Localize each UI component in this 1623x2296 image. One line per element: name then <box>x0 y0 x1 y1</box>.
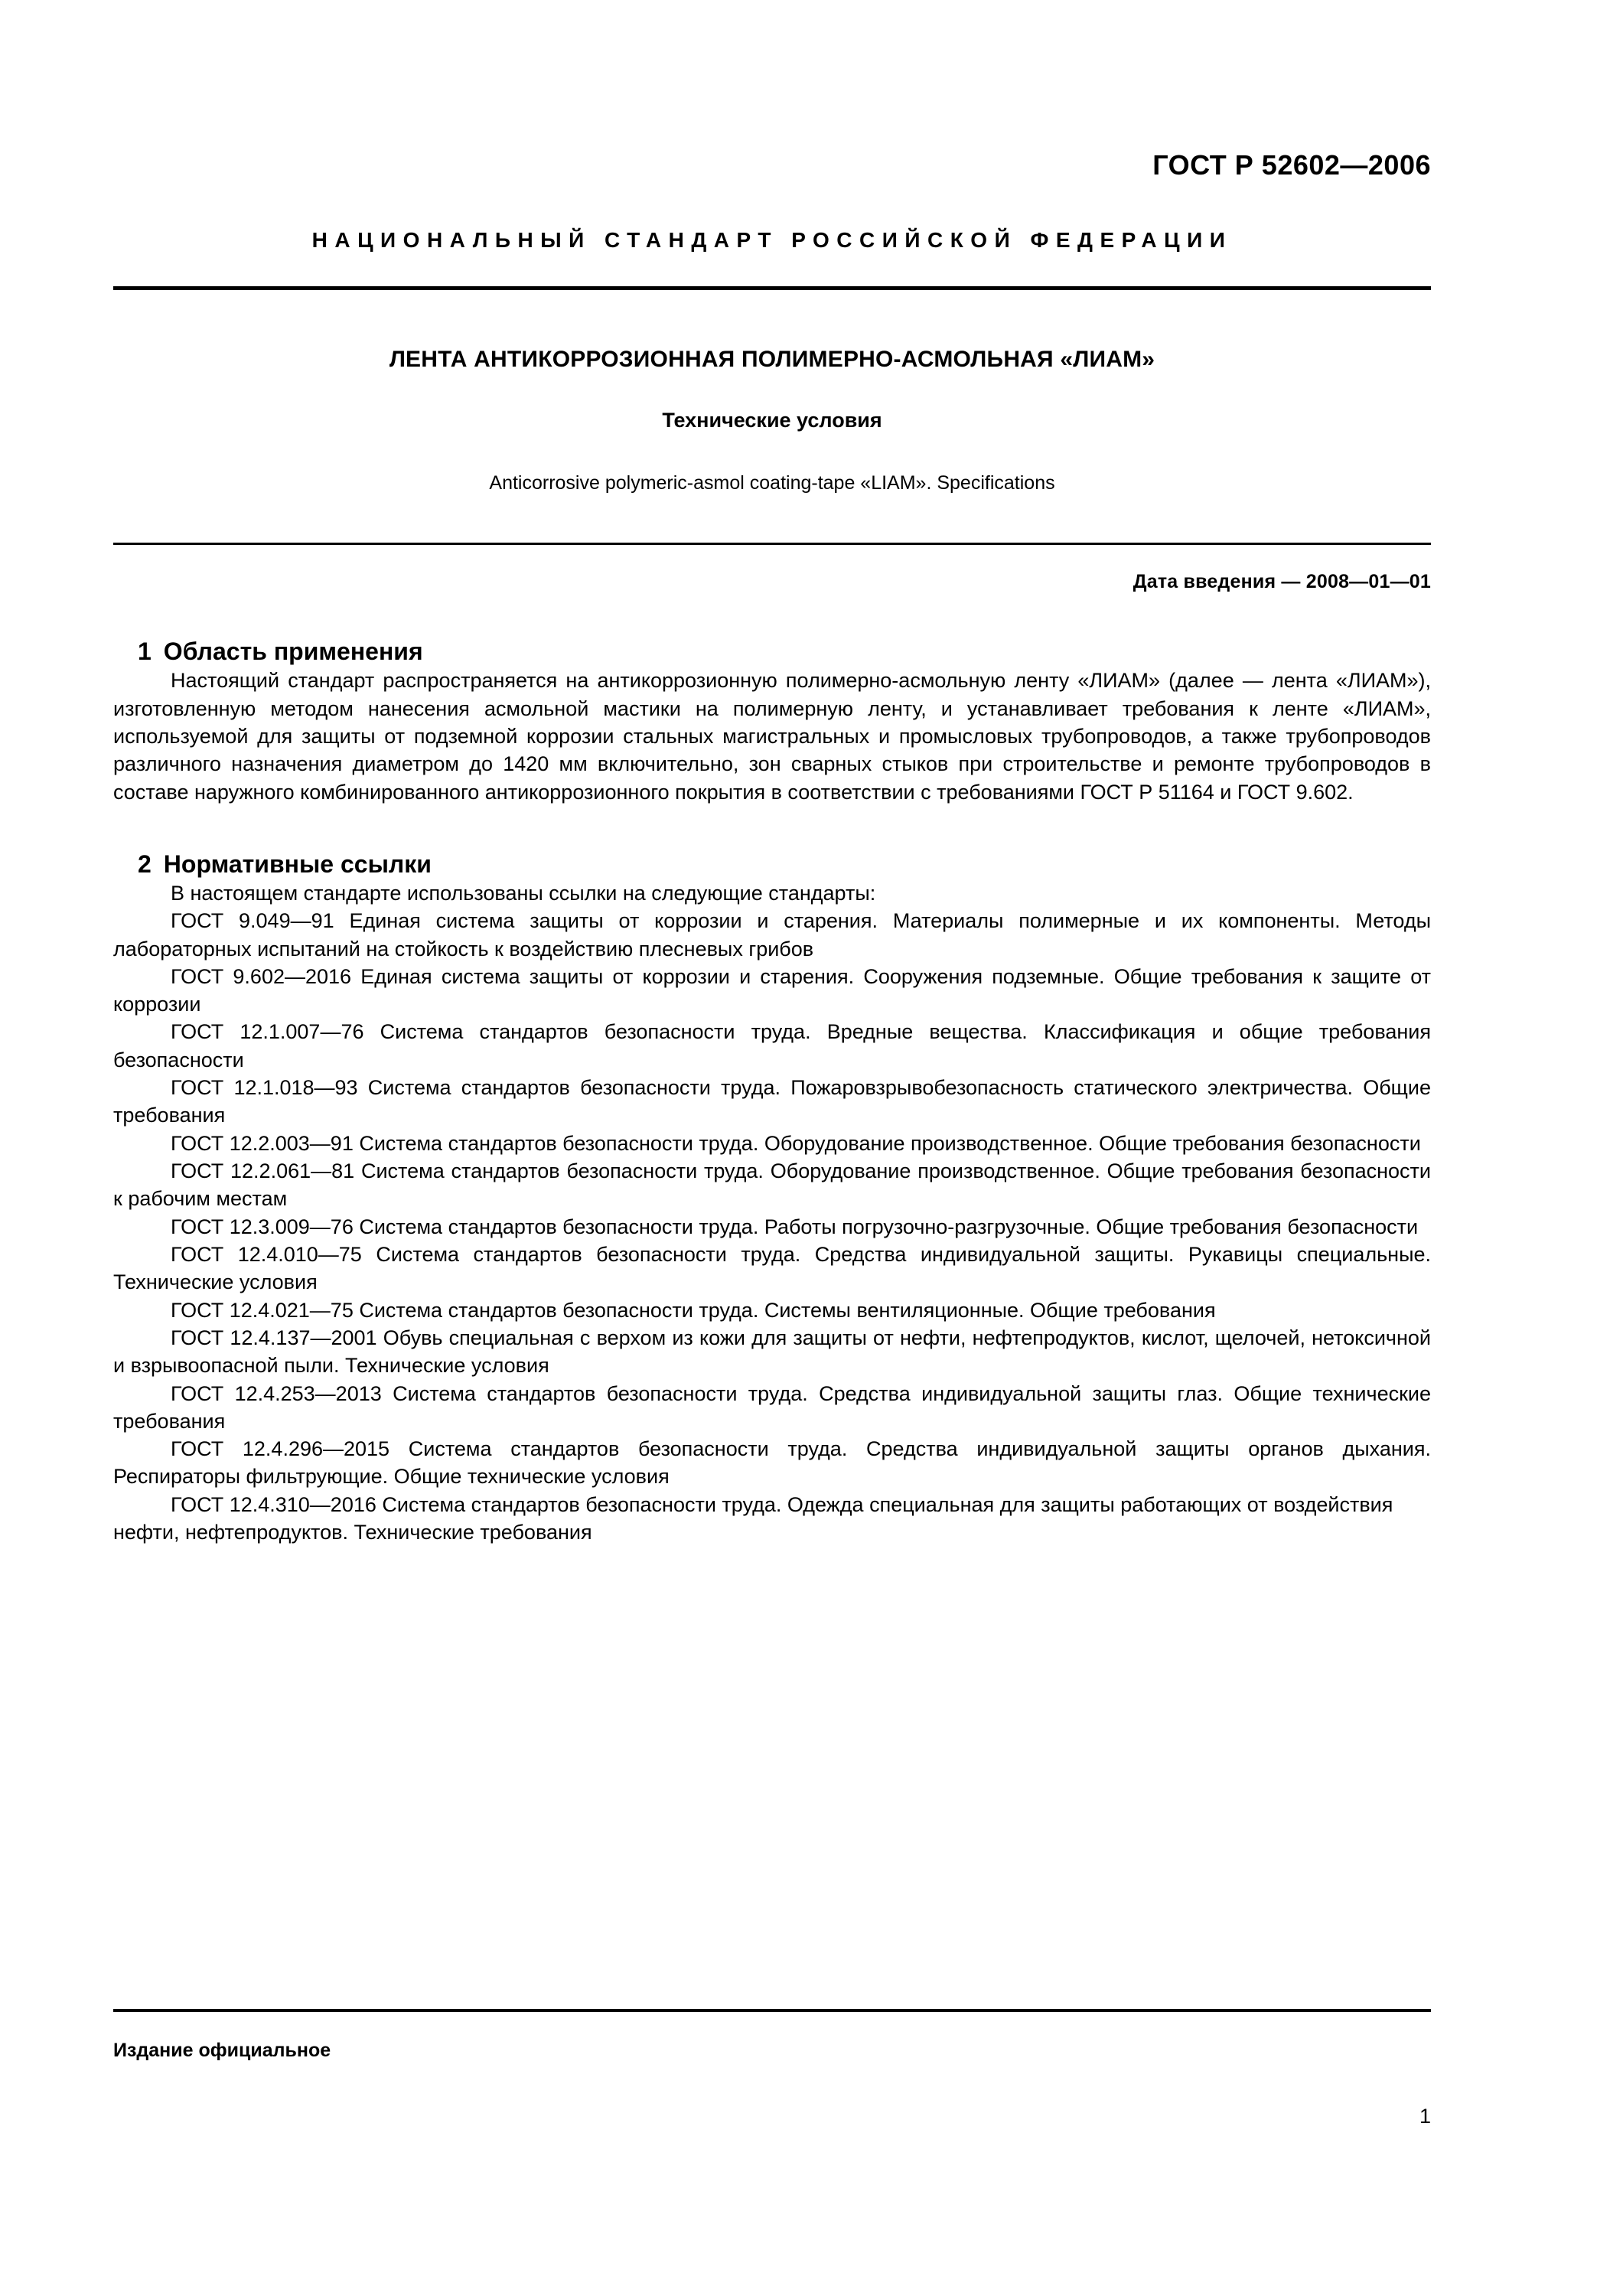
reference-item: ГОСТ 9.602—2016 Единая система защиты от коррозии и старения. Сооружения подземные. Общие требования к защите от коррозии <box>113 964 1431 1016</box>
section-1-heading <box>138 636 1431 667</box>
document-title-subtitle: Технические условия <box>662 409 882 432</box>
reference-item: ГОСТ 12.1.007—76 Система стандартов безопасности труда. Вредные вещества. Классификация и общие требования безопасности <box>113 1020 1431 1071</box>
national-standard-line: НАЦИОНАЛЬНЫЙ СТАНДАРТ РОССИЙСКОЙ ФЕДЕРАЦИИ <box>311 227 1233 252</box>
section-2-number: 2 <box>138 850 152 878</box>
title-block <box>113 345 1431 496</box>
official-edition-note: Издание официальное <box>113 2040 331 2061</box>
reference-item: ГОСТ 12.4.296—2015 Система стандартов безопасности труда. Средства индивидуальной защиты органов дыхания. Респираторы фильтрующие. Общие технические условия <box>113 1437 1431 1489</box>
document-title-main: ЛЕНТА АНТИКОРРОЗИОННАЯ ПОЛИМЕРНО-АСМОЛЬНАЯ «ЛИАМ» <box>389 346 1155 372</box>
section-2-title: Нормативные ссылки <box>163 850 432 878</box>
title-divider-rule <box>113 543 1431 545</box>
section-1-body: Настоящий стандарт распространяется на антикоррозионную полимерно-асмольную ленту «ЛИАМ» (далее — лента «ЛИАМ»), изготовленную методом нанесения асмольной мастики на полимерную ленту, и устанавливает требования к ленте «ЛИАМ», используемой для защиты от подземной коррозии стальных магистральных и промысловых трубопроводов, а также трубопроводов различного назначения диаметром до 1420 мм включительно, зон сварных стыков при строительстве и ремонте трубопроводов в составе наружного комбинированного антикоррозионного покрытия в соответствии с требованиями ГОСТ Р 51164 и ГОСТ 9.602. <box>113 669 1431 804</box>
section-2-intro: В настоящем стандарте использованы ссылки на следующие стандарты: <box>171 881 876 905</box>
section-1-title: Область применения <box>163 638 423 666</box>
document-code: ГОСТ Р 52602—2006 <box>1152 149 1431 181</box>
section-1-number: 1 <box>138 638 152 666</box>
document-title-english: Anticorrosive polymeric-asmol coating-tape «LIAM». Specifications <box>489 471 1055 494</box>
reference-item: ГОСТ 12.4.137—2001 Обувь специальная с верхом из кожи для защиты от нефти, нефтепродуктов, кислот, щелочей, нетоксичной и взрывоопасной пыли. Технические условия <box>113 1326 1431 1378</box>
footer-divider-rule <box>113 2009 1431 2012</box>
reference-item: ГОСТ 12.2.061—81 Система стандартов безопасности труда. Оборудование производственное. Общие требования безопасности к рабочим местам <box>113 1159 1431 1211</box>
normative-references-list <box>113 907 1431 1546</box>
section-2-heading <box>138 849 1431 879</box>
reference-item: ГОСТ 12.3.009—76 Система стандартов безопасности труда. Работы погрузочно-разгрузочные. Общие требования безопасности <box>171 1215 1419 1238</box>
introduction-date: Дата введения — 2008—01—01 <box>1133 571 1431 593</box>
reference-item: ГОСТ 12.4.253—2013 Система стандартов безопасности труда. Средства индивидуальной защиты глаз. Общие технические требования <box>113 1381 1431 1433</box>
header-divider-rule <box>113 286 1431 290</box>
reference-item: ГОСТ 12.4.310—2016 Система стандартов безопасности труда. Одежда специальная для защиты работающих от воздействия нефти, нефтепродуктов. Технические требования <box>113 1492 1393 1544</box>
reference-item: ГОСТ 12.4.010—75 Система стандартов безопасности труда. Средства индивидуальной защиты. Рукавицы специальные. Технические условия <box>113 1242 1431 1294</box>
reference-item: ГОСТ 12.4.021—75 Система стандартов безопасности труда. Системы вентиляционные. Общие требования <box>171 1298 1216 1322</box>
reference-item: ГОСТ 9.049—91 Единая система защиты от коррозии и старения. Материалы полимерные и их компоненты. Методы лабораторных испытаний на стойкость к воздействию плесневых грибов <box>113 909 1431 960</box>
page-content <box>113 0 1431 2296</box>
page-number: 1 <box>1419 2105 1431 2128</box>
reference-item: ГОСТ 12.1.018—93 Система стандартов безопасности труда. Пожаровзрывобезопасность статического электричества. Общие требования <box>113 1076 1431 1127</box>
reference-item: ГОСТ 12.2.003—91 Система стандартов безопасности труда. Оборудование производственное. Общие требования безопасности <box>171 1131 1421 1155</box>
